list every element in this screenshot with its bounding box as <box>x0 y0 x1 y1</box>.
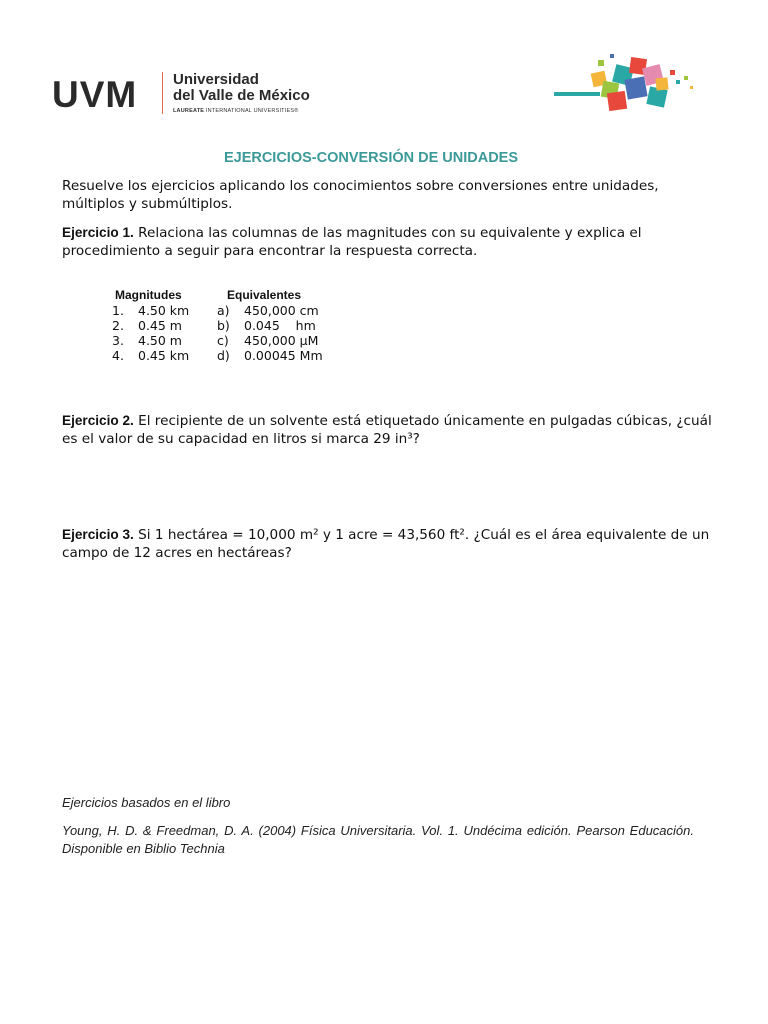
row3-equivalent: 450,000 µM <box>244 333 319 348</box>
row2-magnitude: 0.45 m <box>138 318 182 333</box>
exercise1-paragraph <box>62 224 712 260</box>
row2-number: 2. <box>112 318 124 333</box>
laureate-network-label <box>173 108 298 114</box>
logo-divider <box>162 72 163 114</box>
reference-citation: Young, H. D. & Freedman, D. A. (2004) Física Universitaria. Vol. 1. Undécima edición. Pearson Educación. Disponible en Biblio Technia <box>62 823 694 856</box>
row1-magnitude: 4.50 km <box>138 303 190 318</box>
laureate-rest: INTERNATIONAL UNIVERSITIES® <box>204 108 299 114</box>
magnitudes-header: Magnitudes <box>115 288 182 302</box>
row1-number: 1. <box>112 303 124 318</box>
university-name-line1: Universidad <box>173 71 259 88</box>
laureate-bold: LAUREATE <box>173 108 205 114</box>
exercise3-label: Ejercicio 3. <box>62 527 134 542</box>
row3-letter: c) <box>217 333 229 348</box>
university-name-line2: del Valle de México <box>173 87 310 104</box>
decorative-cubes-logo <box>552 52 698 118</box>
row3-number: 3. <box>112 333 124 348</box>
row4-magnitude: 0.45 km <box>138 348 190 363</box>
exercise3-paragraph <box>62 526 712 562</box>
row2-letter: b) <box>217 318 230 333</box>
row2-equivalent: 0.045 hm <box>244 318 316 333</box>
intro-paragraph: Resuelve los ejercicios aplicando los conocimientos sobre conversiones entre unidades, múltiplos y submúltiplos. <box>62 178 659 212</box>
exercise1-text: Relaciona las columnas de las magnitudes con su equivalente y explica el procedimiento a seguir para encontrar la respuesta correcta. <box>62 225 642 259</box>
uvm-logo-mark: UVM <box>52 74 138 115</box>
row1-letter: a) <box>217 303 230 318</box>
row4-letter: d) <box>217 348 230 363</box>
row4-number: 4. <box>112 348 124 363</box>
equivalentes-header: Equivalentes <box>227 288 302 302</box>
exercise1-label: Ejercicio 1. <box>62 225 134 240</box>
row4-equivalent: 0.00045 Mm <box>244 348 323 363</box>
exercise2-label: Ejercicio 2. <box>62 413 134 428</box>
exercise2-paragraph <box>62 412 712 448</box>
exercise2-text: El recipiente de un solvente está etiquetado únicamente en pulgadas cúbicas, ¿cuál es el valor de su capacidad en litros si marca 29 in³? <box>62 413 712 447</box>
page-title: EJERCICIOS-CONVERSIÓN DE UNIDADES <box>223 150 519 166</box>
reference-intro: Ejercicios basados en el libro <box>62 795 231 810</box>
exercise3-text: Si 1 hectárea = 10,000 m² y 1 acre = 43,560 ft². ¿Cuál es el área equivalente de un campo de 12 acres en hectáreas? <box>62 527 710 561</box>
row3-magnitude: 4.50 m <box>138 333 182 348</box>
row1-equivalent: 450,000 cm <box>244 303 319 318</box>
